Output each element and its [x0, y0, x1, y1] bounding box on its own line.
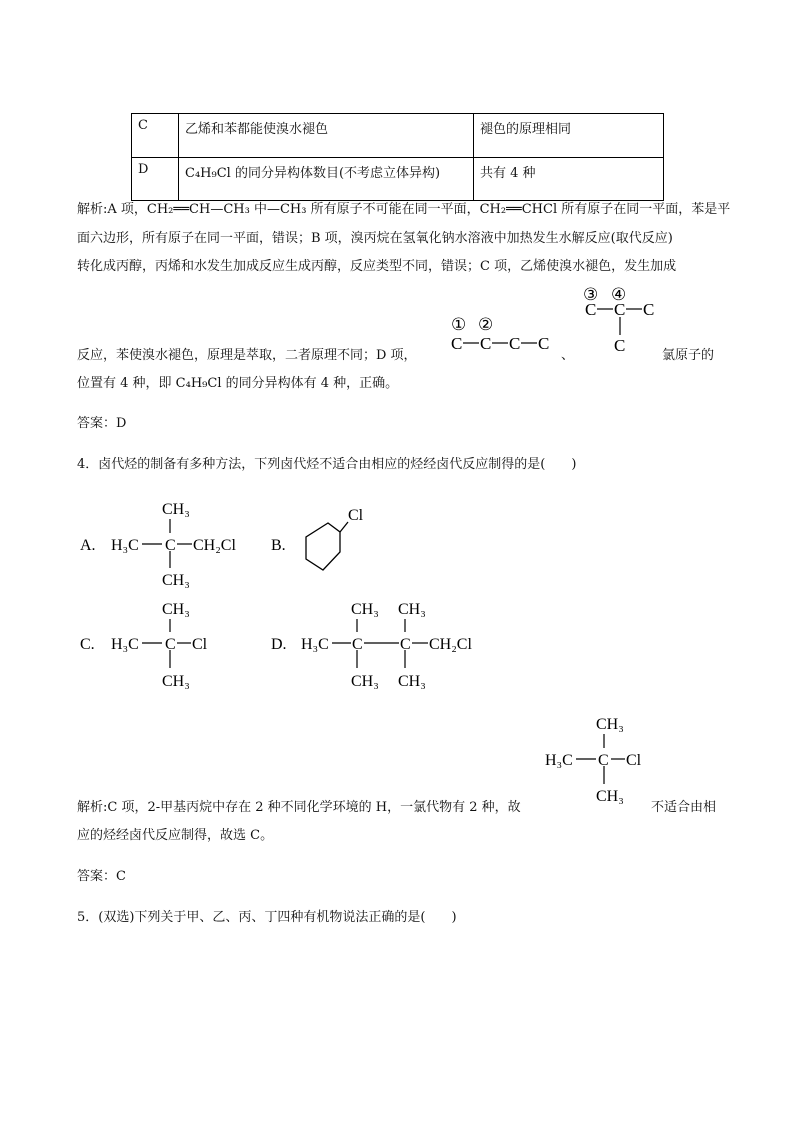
- atom: C: [352, 636, 363, 653]
- option-label: A.: [80, 537, 96, 554]
- atom: C: [165, 636, 176, 653]
- analysis-line: 不适合由相: [651, 800, 717, 815]
- table-row: [132, 158, 664, 201]
- bond: [340, 522, 348, 532]
- position-label: ④: [611, 285, 627, 304]
- butane-chain-structure: [445, 312, 565, 362]
- analysis-line: 应的烃经卤代反应制得，故选 C。: [77, 828, 274, 843]
- group: CH₃: [596, 716, 624, 733]
- cyclohexane-ring: [306, 523, 340, 570]
- atom: C: [509, 334, 521, 353]
- group: CH₃: [162, 673, 190, 690]
- atom: C: [614, 336, 626, 355]
- answer-text: 答案：C: [77, 869, 126, 884]
- option-b-structure: [269, 500, 389, 580]
- option-label: D.: [271, 636, 287, 653]
- atom: Cl: [626, 752, 642, 769]
- atom: C: [598, 752, 609, 769]
- option-d-structure: [269, 592, 499, 690]
- analysis-line: 转化成丙醇，丙烯和水发生加成反应生成丙醇，反应类型不同，错误；C 项，乙烯使溴水褪色，发生加成: [77, 259, 677, 274]
- group: CH₃: [398, 601, 426, 618]
- question-stem: 4．卤代烃的制备有多种方法，下列卤代烃不适合由相应的烃经卤代反应制得的是( ): [77, 457, 577, 472]
- row-label: D: [132, 158, 179, 201]
- separator: 、: [561, 348, 575, 363]
- position-label: ②: [478, 315, 494, 334]
- option-a-structure: [78, 496, 258, 591]
- group: H₃C: [545, 752, 573, 769]
- atom: Cl: [348, 507, 364, 524]
- group: CH₃: [351, 673, 379, 690]
- row-label: C: [132, 114, 179, 158]
- group: CH₃: [596, 788, 624, 805]
- group: CH₃: [398, 673, 426, 690]
- table-row: [132, 114, 664, 158]
- row-conclusion: 褪色的原理相同: [474, 114, 664, 158]
- analysis-line: 反应，苯使溴水褪色，原理是萃取，二者原理不同；D 项，: [77, 348, 417, 363]
- group: CH₂Cl: [429, 636, 472, 653]
- atom: C: [400, 636, 411, 653]
- question-stem: 5．(双选)下列关于甲、乙、丙、丁四种有机物说法正确的是( ): [77, 910, 457, 925]
- atom: C: [451, 334, 463, 353]
- atom: C: [643, 300, 655, 319]
- options-table: [131, 113, 664, 201]
- row-content: 乙烯和苯都能使溴水褪色: [179, 114, 474, 158]
- atom: Cl: [192, 636, 208, 653]
- atom: C: [165, 537, 176, 554]
- atom: C: [585, 300, 597, 319]
- isobutyl-chloride-structure: [542, 710, 652, 808]
- group: CH₂Cl: [193, 537, 236, 554]
- isobutane-structure: [580, 282, 662, 360]
- group: CH₃: [162, 601, 190, 618]
- option-label: C.: [80, 636, 95, 653]
- atom: C: [614, 300, 626, 319]
- row-conclusion: 共有 4 种: [474, 158, 664, 201]
- group: CH₃: [162, 572, 190, 589]
- analysis-line: 氯原子的: [662, 348, 715, 363]
- atom: C: [538, 334, 550, 353]
- answer-text: 答案：D: [77, 416, 127, 431]
- group: CH₃: [162, 501, 190, 518]
- option-label: B.: [271, 537, 286, 554]
- group: H₃C: [111, 636, 139, 653]
- analysis-line: 解析:A 项，CH₂══CH—CH₃ 中—CH₃ 所有原子不可能在同一平面，CH₂══CHCl 所有原子在同一平面，苯是平: [77, 202, 731, 217]
- analysis-line: 解析:C 项，2-甲基丙烷中存在 2 种不同化学环境的 H，一氯代物有 2 种，故: [77, 800, 521, 815]
- group: H₃C: [111, 537, 139, 554]
- analysis-line: 面六边形，所有原子在同一平面，错误；B 项，溴丙烷在氢氧化钠水溶液中加热发生水解反应(取代反应): [77, 231, 673, 246]
- analysis-line: 位置有 4 种，即 C₄H₉Cl 的同分异构体有 4 种，正确。: [77, 376, 399, 391]
- atom: C: [480, 334, 492, 353]
- position-label: ③: [583, 285, 599, 304]
- group: H₃C: [301, 636, 329, 653]
- row-content: C₄H₉Cl 的同分异构体数目(不考虑立体异构): [179, 158, 474, 201]
- group: CH₃: [351, 601, 379, 618]
- option-c-structure: [78, 592, 228, 690]
- position-label: ①: [451, 315, 467, 334]
